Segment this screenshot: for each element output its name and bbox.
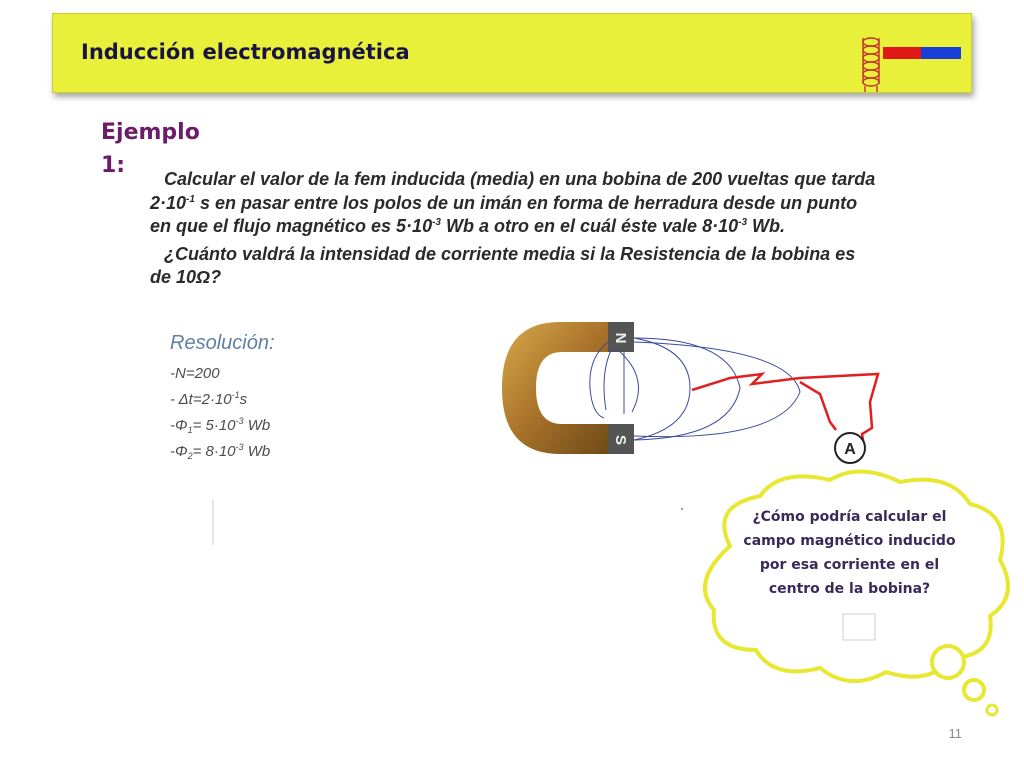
north-pole-label: N [612, 332, 629, 344]
example-label: Ejemplo 1: [101, 120, 200, 178]
page-number: 11 [948, 726, 962, 741]
given-n: -N=200 [170, 365, 220, 382]
given-dt: - $\Delta t=2\cdot 10^{-1}s$ [170, 390, 248, 408]
given-phi1: $-\Phi_1= 5\cdot 10^{-3}$ Wb [170, 416, 271, 435]
south-pole-label: S [612, 434, 629, 446]
problem-statement [150, 168, 880, 294]
problem-paragraph-1: Calcular el valor de la fem inducida (media) en una bobina de 200 vueltas que tarda $2\cdot 10^{-1}$ s en pasar entre los polos de un imán en forma de herradura desde un punto en que el flujo magnético es $5\cdot 10^{-3}$ Wb a otro en el cuál éste vale $8\cdot 10^{-3}$ Wb. [150, 169, 876, 236]
page-title: Inducción electromagnética [81, 40, 410, 64]
cloud-question: ¿Cómo podría calcular el campo magnético inducido por esa corriente en el centro de la bobina? [743, 509, 956, 597]
resolution-title: Resolución: [170, 332, 275, 354]
problem-question: ¿Cuánto valdrá la intensidad de corriente media si la Resistencia de la bobina es de 10Ω? [150, 243, 856, 287]
coil-magnet-icon [853, 32, 1013, 99]
given-phi2: $-\Phi_2= 8\cdot 10^{-3}$ Wb [170, 442, 271, 461]
title-banner [52, 13, 972, 93]
dot-mark [681, 508, 683, 510]
divider [212, 500, 214, 545]
ammeter-label: A [844, 441, 856, 458]
resolution-block [170, 332, 275, 465]
horseshoe-magnet-figure [500, 318, 890, 473]
